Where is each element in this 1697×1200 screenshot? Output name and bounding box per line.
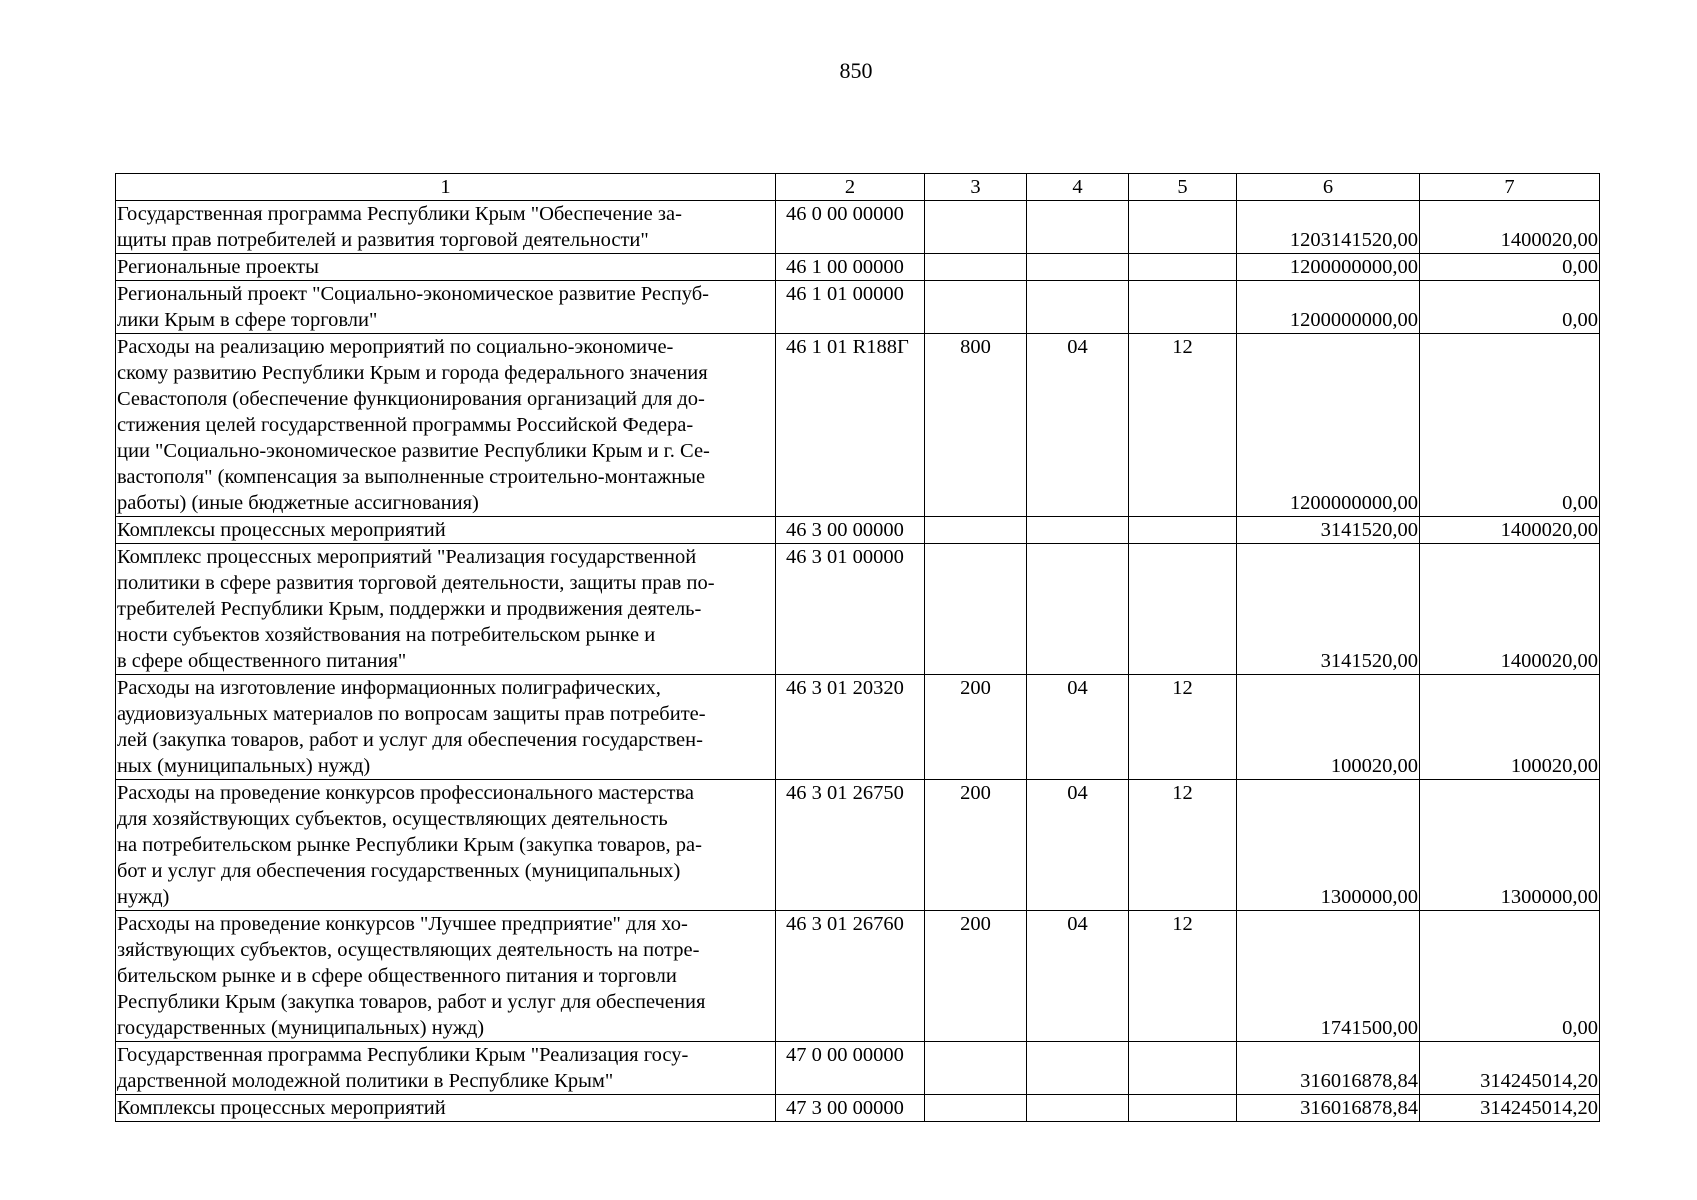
table-row (116, 254, 1600, 281)
row-name-line: бительском рынке и в сфере общественного питания и торговли (117, 965, 677, 987)
row-amount-2: 314245014,20 (1420, 1095, 1600, 1122)
row-section (1027, 1095, 1129, 1122)
row-amount-1: 3141520,00 (1237, 544, 1420, 675)
row-amount-1: 1741500,00 (1237, 911, 1420, 1042)
row-section: 04 (1027, 911, 1129, 1042)
row-name (116, 675, 776, 780)
row-name (116, 780, 776, 911)
table-row (116, 281, 1600, 334)
row-program-code: 46 3 00 00000 (776, 517, 925, 544)
row-section (1027, 201, 1129, 254)
row-program-code: 46 1 01 R188Г (776, 334, 925, 517)
header-col-5: 5 (1129, 174, 1237, 201)
row-name-line: Расходы на реализацию мероприятий по социально-экономиче- (117, 336, 674, 358)
row-name-line: скому развитию Республики Крым и города федерального значения (117, 362, 708, 384)
header-col-1: 1 (116, 174, 776, 201)
row-name (116, 201, 776, 254)
row-name-line: в сфере общественного питания" (117, 650, 407, 672)
row-subsection (1129, 281, 1237, 334)
row-amount-2: 1400020,00 (1420, 544, 1600, 675)
row-expense-type (925, 1095, 1027, 1122)
row-subsection (1129, 544, 1237, 675)
row-amount-2: 0,00 (1420, 281, 1600, 334)
row-expense-type (925, 544, 1027, 675)
table-row (116, 201, 1600, 254)
header-col-4: 4 (1027, 174, 1129, 201)
row-name-line: ных (муниципальных) нужд) (117, 755, 371, 777)
budget-table-body (116, 174, 1600, 1122)
row-program-code: 47 0 00 00000 (776, 1042, 925, 1095)
row-name-line: работы) (иные бюджетные ассигнования) (117, 492, 479, 514)
row-name-line: Региональные проекты (117, 256, 319, 278)
row-name (116, 1095, 776, 1122)
row-name-line: нужд) (117, 886, 170, 908)
row-name-line: Расходы на изготовление информационных полиграфических, (117, 677, 661, 699)
table-row (116, 1042, 1600, 1095)
row-name-line: Комплексы процессных мероприятий (117, 1097, 446, 1119)
row-section (1027, 254, 1129, 281)
row-name-line: бот и услуг для обеспечения государственных (муниципальных) (117, 860, 681, 882)
row-name-line: Севастополя (обеспечение функционирования организаций для до- (117, 388, 705, 410)
row-name (116, 281, 776, 334)
row-amount-2: 314245014,20 (1420, 1042, 1600, 1095)
row-name-line: вастополя" (компенсация за выполненные строительно-монтажные (117, 466, 706, 488)
row-amount-1: 3141520,00 (1237, 517, 1420, 544)
row-name (116, 544, 776, 675)
row-amount-1: 316016878,84 (1237, 1095, 1420, 1122)
row-section: 04 (1027, 675, 1129, 780)
row-name-line: дарственной молодежной политики в Республике Крым" (117, 1070, 614, 1092)
row-amount-1: 1200000000,00 (1237, 281, 1420, 334)
row-subsection (1129, 1042, 1237, 1095)
row-name-line: для хозяйствующих субъектов, осуществляющих деятельность (117, 808, 668, 830)
row-amount-1: 1203141520,00 (1237, 201, 1420, 254)
row-name-line: Государственная программа Республики Крым "Реализация госу- (117, 1044, 689, 1066)
row-name-line: Государственная программа Республики Крым "Обеспечение за- (117, 203, 682, 225)
budget-table (115, 173, 1600, 1122)
row-expense-type: 800 (925, 334, 1027, 517)
row-program-code: 46 3 01 26760 (776, 911, 925, 1042)
row-amount-1: 316016878,84 (1237, 1042, 1420, 1095)
row-subsection (1129, 201, 1237, 254)
row-expense-type (925, 254, 1027, 281)
row-amount-2: 1400020,00 (1420, 517, 1600, 544)
row-subsection (1129, 517, 1237, 544)
row-amount-2: 1300000,00 (1420, 780, 1600, 911)
row-name-line: требителей Республики Крым, поддержки и продвижения деятель- (117, 598, 702, 620)
row-name-line: аудиовизуальных материалов по вопросам защиты прав потребите- (117, 703, 706, 725)
row-subsection: 12 (1129, 780, 1237, 911)
row-name-line: стижения целей государственной программы Российской Федера- (117, 414, 694, 436)
row-amount-2: 0,00 (1420, 254, 1600, 281)
header-col-7: 7 (1420, 174, 1600, 201)
header-col-2: 2 (776, 174, 925, 201)
row-subsection: 12 (1129, 334, 1237, 517)
row-amount-2: 1400020,00 (1420, 201, 1600, 254)
row-program-code: 46 3 01 20320 (776, 675, 925, 780)
header-col-6: 6 (1237, 174, 1420, 201)
row-name-line: политики в сфере развития торговой деятельности, защиты прав по- (117, 572, 715, 594)
row-name-line: государственных (муниципальных) нужд) (117, 1017, 485, 1039)
row-name-line: лики Крым в сфере торговли" (117, 309, 378, 331)
row-name-line: ции "Социально-экономическое развитие Республики Крым и г. Се- (117, 440, 710, 462)
row-subsection (1129, 1095, 1237, 1122)
row-subsection: 12 (1129, 675, 1237, 780)
row-amount-2: 100020,00 (1420, 675, 1600, 780)
row-section (1027, 517, 1129, 544)
table-header-row (116, 174, 1600, 201)
row-name-line: ности субъектов хозяйствования на потребительском рынке и (117, 624, 656, 646)
row-name-line: Комплекс процессных мероприятий "Реализация государственной (117, 546, 697, 568)
row-section (1027, 544, 1129, 675)
row-amount-2: 0,00 (1420, 334, 1600, 517)
table-row (116, 517, 1600, 544)
row-name-line: на потребительском рынке Республики Крым (закупка товаров, ра- (117, 834, 702, 856)
row-program-code: 46 3 01 00000 (776, 544, 925, 675)
page-number: 850 (839, 58, 873, 83)
row-expense-type (925, 1042, 1027, 1095)
row-expense-type: 200 (925, 911, 1027, 1042)
row-program-code: 46 3 01 26750 (776, 780, 925, 911)
row-subsection: 12 (1129, 911, 1237, 1042)
row-name-line: Комплексы процессных мероприятий (117, 519, 446, 541)
row-name-line: Республики Крым (закупка товаров, работ и услуг для обеспечения (117, 991, 706, 1013)
table-row (116, 334, 1600, 517)
row-name-line: Расходы на проведение конкурсов профессионального мастерства (117, 782, 695, 804)
table-row (116, 544, 1600, 675)
row-name (116, 517, 776, 544)
row-amount-1: 1200000000,00 (1237, 254, 1420, 281)
row-section (1027, 1042, 1129, 1095)
row-section: 04 (1027, 334, 1129, 517)
row-program-code: 46 0 00 00000 (776, 201, 925, 254)
row-name-line: зяйствующих субъектов, осуществляющих деятельность на потре- (117, 939, 700, 961)
row-amount-1: 100020,00 (1237, 675, 1420, 780)
table-row (116, 1095, 1600, 1122)
row-amount-2: 0,00 (1420, 911, 1600, 1042)
row-name-line: Расходы на проведение конкурсов "Лучшее предприятие" для хо- (117, 913, 688, 935)
header-col-3: 3 (925, 174, 1027, 201)
row-amount-1: 1300000,00 (1237, 780, 1420, 911)
row-name-line: щиты прав потребителей и развития торговой деятельности" (117, 229, 649, 251)
row-program-code: 46 1 00 00000 (776, 254, 925, 281)
row-name-line: лей (закупка товаров, работ и услуг для обеспечения государствен- (117, 729, 703, 751)
row-expense-type (925, 281, 1027, 334)
row-name (116, 334, 776, 517)
table-row (116, 675, 1600, 780)
row-name (116, 911, 776, 1042)
row-expense-type: 200 (925, 780, 1027, 911)
table-row (116, 780, 1600, 911)
row-subsection (1129, 254, 1237, 281)
row-section: 04 (1027, 780, 1129, 911)
row-expense-type: 200 (925, 675, 1027, 780)
row-name-line: Региональный проект "Социально-экономическое развитие Респуб- (117, 283, 709, 305)
row-name (116, 1042, 776, 1095)
row-program-code: 47 3 00 00000 (776, 1095, 925, 1122)
row-amount-1: 1200000000,00 (1237, 334, 1420, 517)
row-program-code: 46 1 01 00000 (776, 281, 925, 334)
row-expense-type (925, 201, 1027, 254)
row-section (1027, 281, 1129, 334)
table-row (116, 911, 1600, 1042)
row-name (116, 254, 776, 281)
row-expense-type (925, 517, 1027, 544)
